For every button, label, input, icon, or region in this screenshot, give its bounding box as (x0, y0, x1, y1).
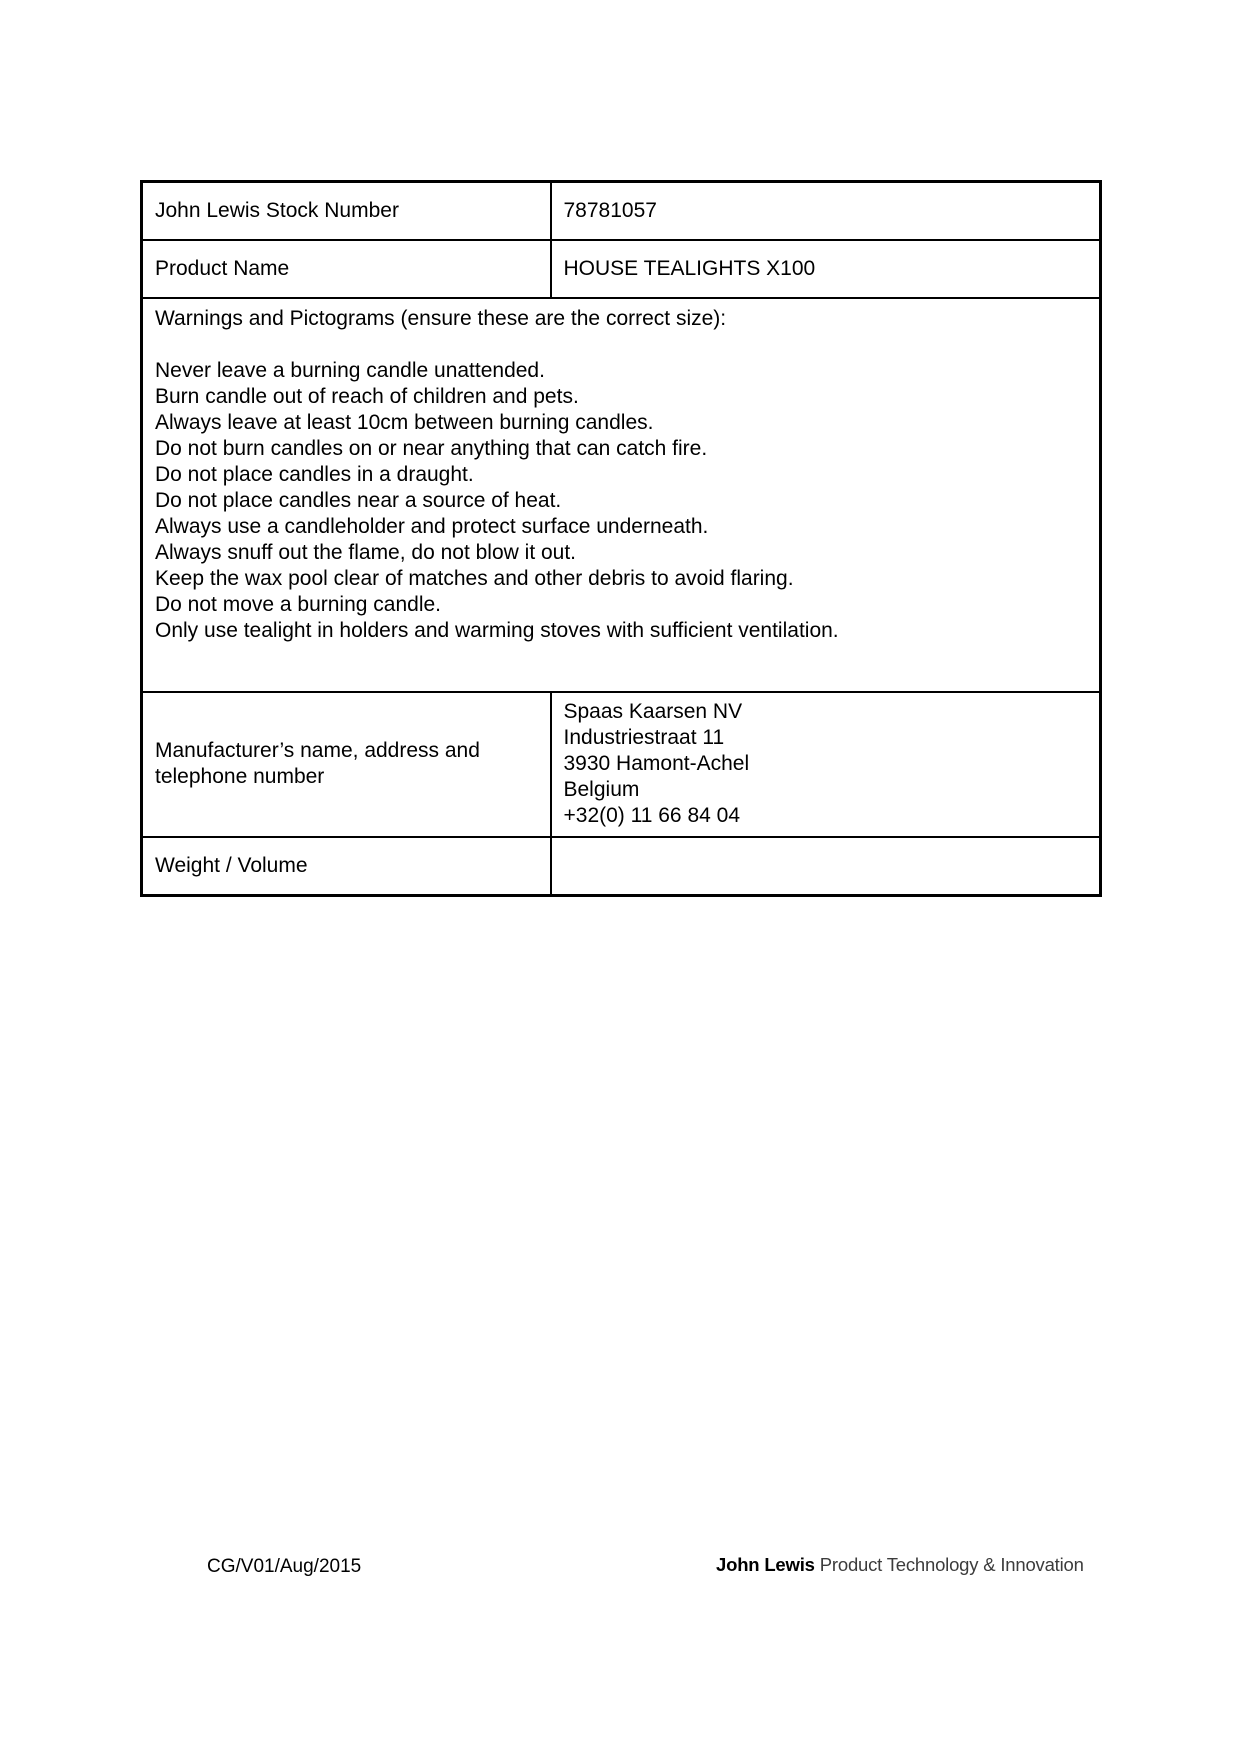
warnings-cell (142, 298, 1101, 692)
warning-line: Keep the wax pool clear of matches and other debris to avoid flaring. (155, 566, 794, 590)
warning-line: Always leave at least 10cm between burning candles. (155, 410, 654, 434)
warning-line: Burn candle out of reach of children and pets. (155, 384, 579, 408)
weight-volume-value (551, 837, 1101, 896)
footer-doc-code: CG/V01/Aug/2015 (207, 1556, 362, 1577)
product-name-row (142, 240, 1101, 298)
warning-line: Do not place candles in a draught. (155, 462, 474, 486)
warning-line: Always snuff out the flame, do not blow it out. (155, 540, 577, 564)
warning-line: Never leave a burning candle unattended. (155, 358, 545, 382)
manufacturer-address (551, 692, 1101, 837)
product-name-label: Product Name (142, 240, 551, 298)
warning-line: Only use tealight in holders and warming stoves with sufficient ventilation. (155, 618, 839, 642)
product-spec-table (140, 180, 1102, 897)
address-line: Spaas Kaarsen NV (563, 700, 743, 723)
stock-number-value: 78781057 (551, 182, 1101, 240)
warnings-title: Warnings and Pictograms (ensure these are the correct size): (155, 306, 727, 330)
warnings-row (142, 298, 1101, 692)
manufacturer-label: Manufacturer’s name, address and telephone number (142, 692, 551, 837)
stock-number-label: John Lewis Stock Number (142, 182, 551, 240)
warnings-spacer (155, 332, 1087, 358)
address-line: +32(0) 11 66 84 04 (563, 804, 741, 827)
product-name-value: HOUSE TEALIGHTS X100 (551, 240, 1101, 298)
manufacturer-row (142, 692, 1101, 837)
address-line: 3930 Hamont-Achel (563, 752, 750, 775)
weight-volume-label: Weight / Volume (142, 837, 551, 896)
address-line: Industriestraat 11 (563, 726, 725, 749)
warning-line: Always use a candleholder and protect surface underneath. (155, 514, 709, 538)
warning-line: Do not place candles near a source of heat. (155, 488, 562, 512)
warning-line: Do not burn candles on or near anything that can catch fire. (155, 436, 708, 460)
brand-department: Product Technology & Innovation (819, 1554, 1084, 1575)
address-line: Belgium (563, 778, 640, 801)
warning-line: Do not move a burning candle. (155, 592, 442, 616)
stock-number-row (142, 182, 1101, 240)
brand-name: John Lewis (716, 1554, 815, 1575)
footer-brand-line (716, 1553, 1084, 1576)
weight-volume-row (142, 837, 1101, 896)
